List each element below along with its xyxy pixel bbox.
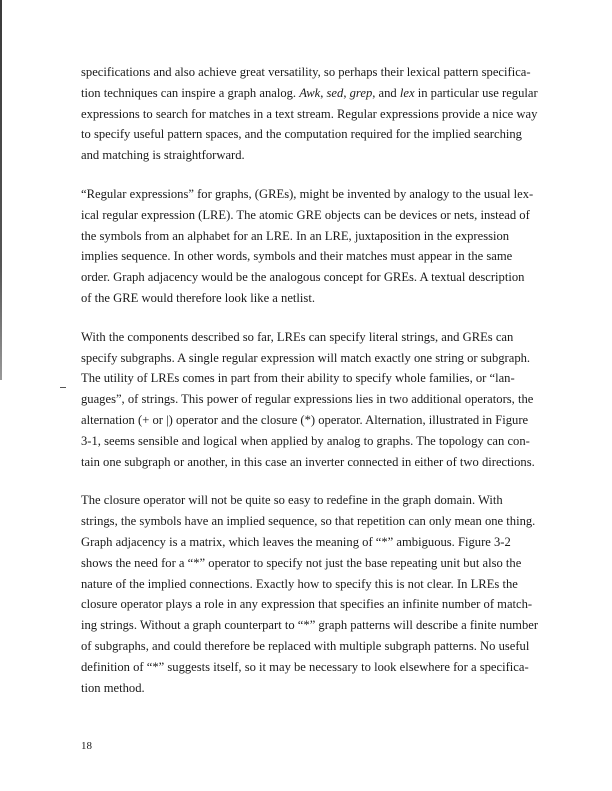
paragraph-2 [81,184,561,309]
paragraph-4 [81,490,561,698]
page-number: 18 [81,740,92,752]
paragraph-1 [81,62,561,166]
text-line: specify subgraphs. A single regular expression will match exactly one string or subgraph. [81,350,531,365]
italic-term: Awk [299,85,321,100]
text-line: tain one subgraph or another, in this case an inverter connected in either of two directions. [81,454,535,469]
text-line: Graph adjacency is a matrix, which leaves the meaning of “*” ambiguous. Figure 3-2 [81,534,511,549]
text-line: of the GRE would therefore look like a netlist. [81,290,315,305]
text-line: implies sequence. In other words, symbols and their matches must appear in the same [81,249,513,264]
text-line: 3-1, seems sensible and logical when applied by analog to graphs. The topology can con- [81,433,530,448]
margin-mark [60,387,66,388]
scan-edge-shadow [0,0,2,380]
text-line: “Regular expressions” for graphs, (GREs), might be invented by analogy to the usual lex- [81,186,534,201]
text-line: alternation (+ or |) operator and the closure (*) operator. Alternation, illustrated in Figure [81,412,529,427]
text-line: The closure operator will not be quite so easy to redefine in the graph domain. With [81,493,503,508]
text-line: tion method. [81,680,145,695]
text-line: closure operator plays a role in any expression that specifies an infinite number of match- [81,597,533,612]
text-line: of subgraphs, and could therefore be replaced with multiple subgraph patterns. No useful [81,638,530,653]
paragraph-3 [81,327,561,473]
text-line: shows the need for a “*” operator to specify not just the base repeating unit but also the [81,555,522,570]
text-line: to specify useful pattern spaces, and the computation required for the implied searching [81,127,522,142]
text-line-with-italics: tion techniques can inspire a graph analog. Awk, sed, grep, and lex in particular use regular [81,85,538,100]
text-segment: tion techniques can inspire a graph analog. [81,85,300,100]
text-line: strings, the symbols have an implied sequence, so that repetition can only mean one thing. [81,514,536,529]
text-line: With the components described so far, LREs can specify literal strings, and GREs can [81,329,514,344]
text-line: guages”, of strings. This power of regular expressions lies in two additional operators, the [81,392,534,407]
text-line: and matching is straightforward. [81,148,245,163]
text-line: expressions to search for matches in a text stream. Regular expressions provide a nice way [81,106,538,121]
text-line: The utility of LREs comes in part from their ability to specify whole families, or “lan- [81,371,515,386]
italic-term: sed [326,85,344,100]
text-line: the symbols from an alphabet for an LRE. In an LRE, juxtaposition in the expression [81,228,510,243]
text-line: nature of the implied connections. Exactly how to specify this is not clear. In LREs the [81,576,518,591]
text-line: definition of “*” suggests itself, so it may be necessary to look elsewhere for a specifica- [81,659,529,674]
document-page [81,62,561,698]
italic-term: grep [349,85,373,100]
text-line: ing strings. Without a graph counterpart to “*” graph patterns will describe a finite number [81,618,539,633]
text-line: ical regular expression (LRE). The atomic GRE objects can be devices or nets, instead of [81,207,530,222]
text-line: order. Graph adjacency would be the analogous concept for GREs. A textual description [81,270,525,285]
italic-term: lex [399,85,415,100]
text-line: specifications and also achieve great versatility, so perhaps their lexical pattern specifica- [81,65,531,79]
